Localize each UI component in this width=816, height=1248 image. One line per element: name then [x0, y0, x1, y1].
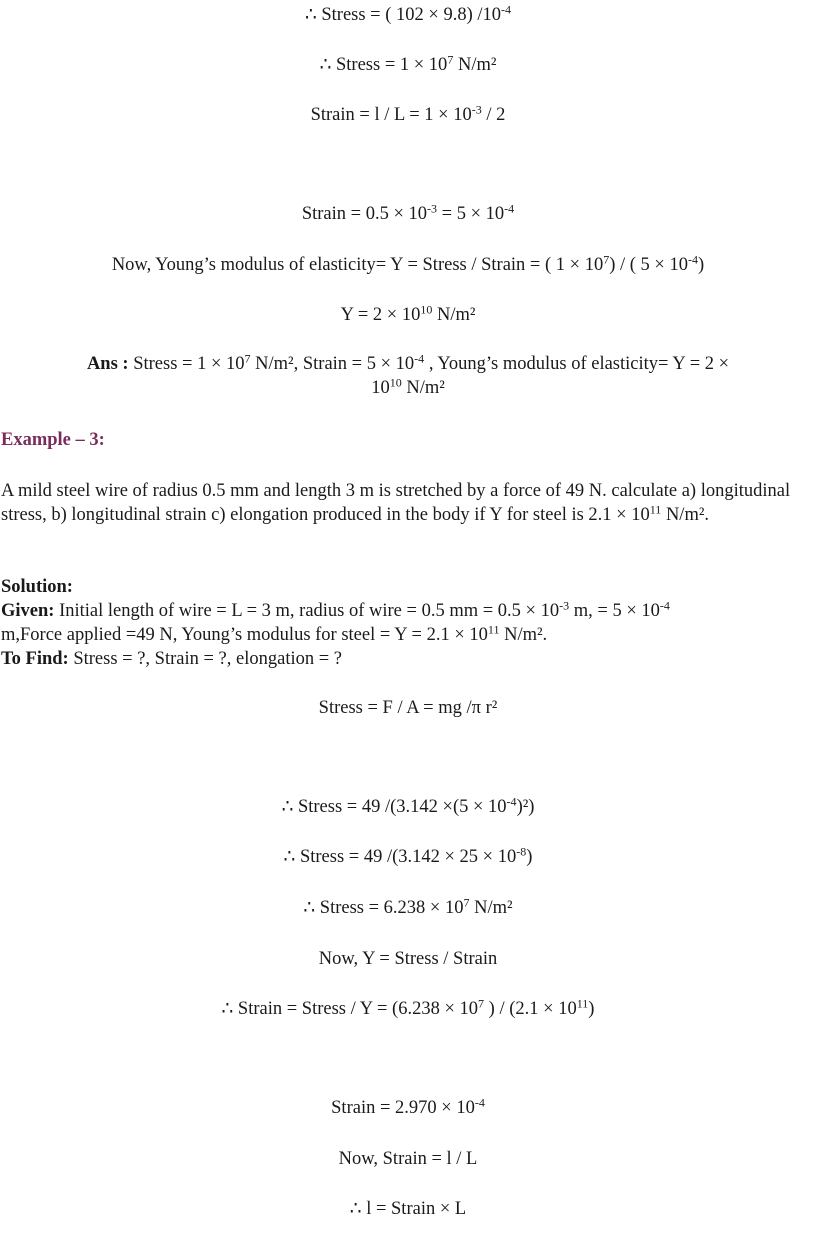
equation-youngs-modulus: Now, Young’s modulus of elasticity= Y = Stress / Strain = ( $1 \times 10^7$) / ( $5 \times 10^{-4}$) [111, 252, 705, 275]
given-label: Given: [1, 601, 55, 621]
equation-stress-calc: ∴ Stress = ( 102 × 9.8) $/10^{-4}$ [304, 2, 512, 25]
equation-y-definition: Now, Y = Stress / Strain [318, 949, 498, 969]
problem-statement: A mild steel wire of radius 0.5 mm and length 3 m is stretched by a force of 49 N. calculate a) longitudinal stress, b) longitudinal strain c) elongation produced in the body if Y for steel is $2.1 \times 10^{11}$ N/m². [1, 481, 791, 525]
equation-stress-result: ∴ Stress = $1 \times 10^7$ N/m² [319, 52, 497, 75]
equation-strain-value: Strain = $2.970 \times 10^{-4}$ [331, 1095, 485, 1118]
equation-strain-result: Strain = $0.5 \times 10^{-3} = 5 \times 10^{-4}$ [301, 201, 515, 224]
equation-strain-calc: Strain = $l / L = 1 \times 10^{-3} / 2$ [310, 102, 506, 125]
equation-stress-formula: Stress = F / A = mg /π r² [318, 698, 498, 718]
solution-block: Solution: Given: Initial length of wire = L = 3 m, radius of wire = 0.5 mm = $0.5 \times 10^{-3}$ m, = $5 \times 10^{-4}$ m,Force applied =49 N, Young’s modulus for steel = $Y = 2.1 \times 10^{11}$ N/m². To Find: Stress = ?, Strain = ?, elongation = ? [1, 577, 670, 669]
equation-elongation: ∴ l = Strain × L [349, 1199, 467, 1219]
to-find-label: To Find: [1, 649, 69, 669]
equation-stress-substitution: ∴ Stress = 49 $/(3.142 \times(5 \times 10^{-4})^2)$ [281, 794, 535, 817]
equation-stress-simplified: ∴ Stress = 49 $/(3.142 \times 25 \times 10^{-8})$ [283, 844, 533, 867]
equation-strain-definition: Now, Strain = l / L [338, 1149, 478, 1169]
equation-y-result: $Y = 2 \times 10^{10}$ N/m² [340, 302, 476, 325]
example-heading: Example – 3: [1, 430, 105, 450]
equation-stress-value: ∴ Stress = $6.238 \times 10^7$ N/m² [303, 895, 513, 918]
solution-label: Solution: [1, 577, 73, 597]
answer-label: Ans : [86, 354, 129, 374]
equation-strain-substitution: ∴ Strain = Stress / $Y = (6.238 \times 10^7$ ) / $(2.1 \times 10^{11})$ [221, 996, 595, 1019]
answer-line: Ans : Stress = $1 \times 10^7$ N/m², Strain = $5 \times 10^{-4}$ , Young’s modulus of elasticity= Y = 2 × $10^{10}$ N/m² [86, 351, 730, 398]
